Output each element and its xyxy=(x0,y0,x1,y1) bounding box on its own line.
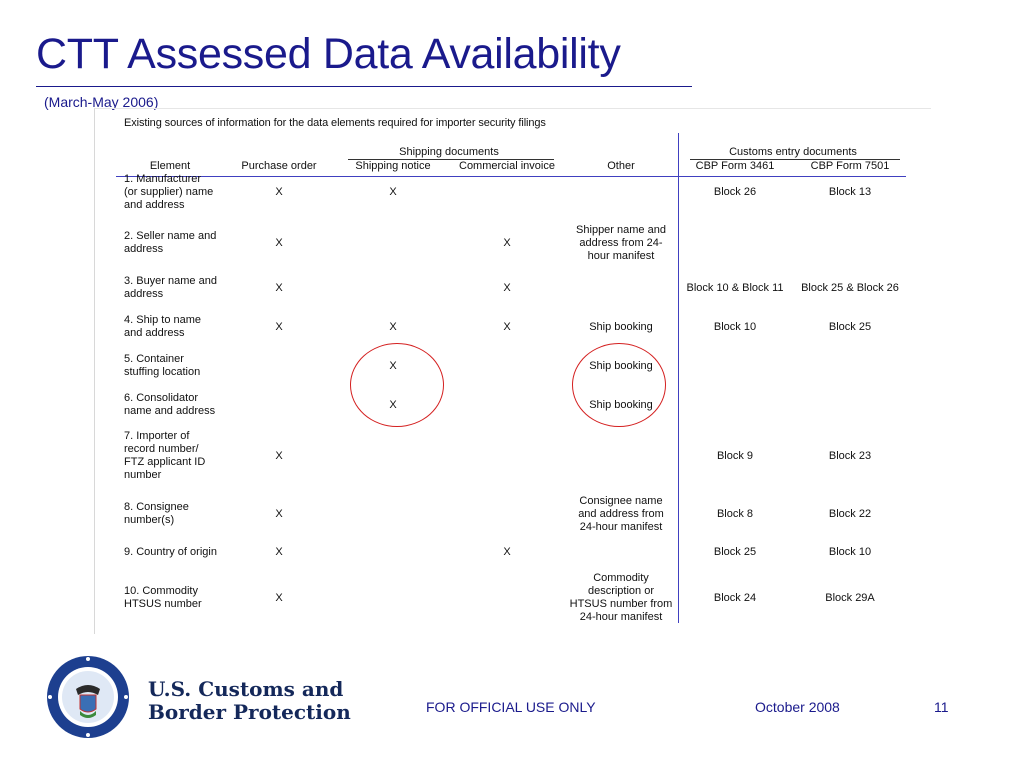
cell-cbp-3461: Block 26 xyxy=(713,185,757,198)
col-header-element: Element xyxy=(149,160,191,172)
highlight-oval-other xyxy=(572,343,666,427)
col-header-commercial-invoice: Commercial invoice xyxy=(459,160,555,172)
cell-purchase-order: X xyxy=(275,449,283,462)
cell-commercial-invoice: X xyxy=(503,320,511,333)
cell-cbp-7501: Block 29A xyxy=(825,591,875,604)
cell-cbp-3461: Block 10 xyxy=(713,320,757,333)
cell-shipping-notice: X xyxy=(389,185,397,198)
cell-cbp-3461: Block 9 xyxy=(716,449,754,462)
row-element: 2. Seller name and address xyxy=(124,230,217,255)
agency-name-line2: Border Protection xyxy=(148,700,351,724)
cell-purchase-order: X xyxy=(275,236,283,249)
footer-page-number: 11 xyxy=(934,699,949,715)
row-element: 6. Consolidator name and address xyxy=(124,392,216,417)
row-element: 9. Country of origin xyxy=(124,545,217,558)
group-header-shipping: Shipping documents xyxy=(399,146,499,158)
cell-purchase-order: X xyxy=(275,545,283,558)
cell-shipping-notice: X xyxy=(389,359,397,372)
agency-name-line1: U.S. Customs and xyxy=(148,677,344,701)
cell-shipping-notice: X xyxy=(389,320,397,333)
cell-other: Ship booking xyxy=(589,320,653,333)
cell-other: Consignee name and address from 24-hour manifest xyxy=(578,494,664,533)
cell-cbp-7501: Block 10 xyxy=(828,545,872,558)
row-element: 3. Buyer name and address xyxy=(124,275,217,300)
cell-other: Commodity description or HTSUS number from 24-hour manifest xyxy=(569,572,673,623)
cell-commercial-invoice: X xyxy=(503,545,511,558)
highlight-oval-shipping-notice xyxy=(350,343,444,427)
title-underline xyxy=(36,86,692,87)
slide-subtitle: (March-May 2006) xyxy=(44,94,159,110)
cell-cbp-3461: Block 24 xyxy=(713,591,757,604)
customs-divider xyxy=(678,133,679,623)
row-element: 7. Importer of record number/ FTZ applicant ID number xyxy=(124,430,206,481)
cell-purchase-order: X xyxy=(275,185,283,198)
cell-other: Ship booking xyxy=(589,398,653,411)
cell-other: Shipper name and address from 24- hour manifest xyxy=(576,223,666,262)
col-header-other: Other xyxy=(607,160,635,172)
cell-purchase-order: X xyxy=(275,591,283,604)
cell-cbp-3461: Block 8 xyxy=(716,507,754,520)
cell-purchase-order: X xyxy=(275,320,283,333)
col-header-shipping-notice: Shipping notice xyxy=(355,160,431,172)
cell-purchase-order: X xyxy=(275,281,283,294)
dhs-seal-icon xyxy=(46,655,130,739)
footer-classification: FOR OFFICIAL USE ONLY xyxy=(426,699,596,715)
table-caption: Existing sources of information for the data elements required for importer security filings xyxy=(124,117,546,129)
header-rule xyxy=(116,176,906,177)
cell-cbp-7501: Block 23 xyxy=(828,449,872,462)
cell-other: Ship booking xyxy=(589,359,653,372)
cell-cbp-7501: Block 22 xyxy=(828,507,872,520)
cell-commercial-invoice: X xyxy=(503,236,511,249)
row-element: 8. Consignee number(s) xyxy=(124,501,189,526)
cell-cbp-7501: Block 13 xyxy=(828,185,872,198)
cell-purchase-order: X xyxy=(275,507,283,520)
cell-cbp-7501: Block 25 xyxy=(828,320,872,333)
col-header-cbp-7501: CBP Form 7501 xyxy=(810,160,890,172)
col-header-cbp-3461: CBP Form 3461 xyxy=(695,160,775,172)
agency-wordmark xyxy=(148,678,351,724)
cell-shipping-notice: X xyxy=(389,398,397,411)
footer-date: October 2008 xyxy=(755,699,840,715)
cell-cbp-3461: Block 10 & Block 11 xyxy=(686,281,784,294)
row-element: 1. Manufacturer (or supplier) name and address xyxy=(124,172,214,211)
slide-title: CTT Assessed Data Availability xyxy=(36,30,621,78)
col-header-purchase-order: Purchase order xyxy=(241,160,317,172)
cell-cbp-3461: Block 25 xyxy=(713,545,757,558)
cell-cbp-7501: Block 25 & Block 26 xyxy=(801,281,899,294)
row-element: 5. Container stuffing location xyxy=(124,353,201,378)
row-element: 10. Commodity HTSUS number xyxy=(124,585,202,610)
row-element: 4. Ship to name and address xyxy=(124,314,202,339)
cell-commercial-invoice: X xyxy=(503,281,511,294)
group-header-customs: Customs entry documents xyxy=(729,146,857,158)
